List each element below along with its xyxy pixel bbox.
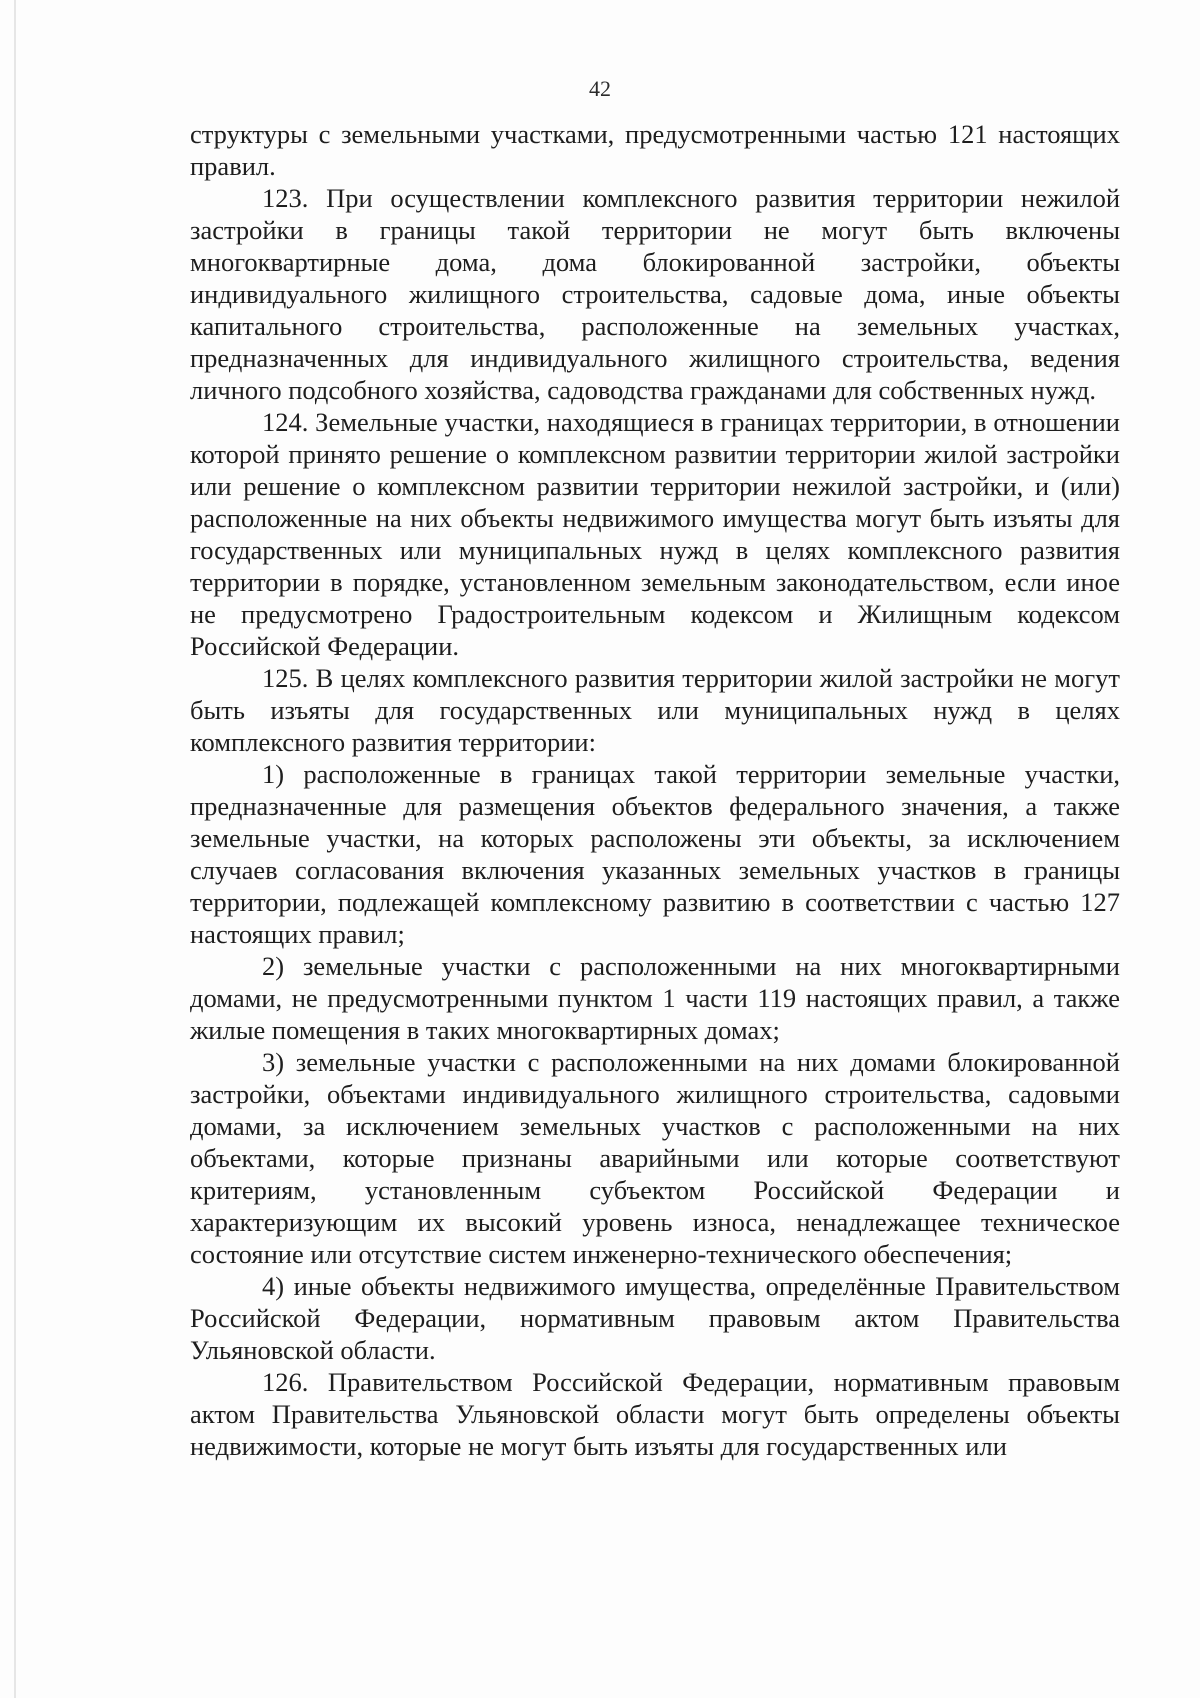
paragraph-125-item-4: 4) иные объекты недвижимого имущества, определённые Правительством Российской Федерации, нормативным правовым актом Правительства Ульяновской области. [190, 1271, 1120, 1365]
paragraph-125-item-2: 2) земельные участки с расположенными на них многоквартирными домами, не предусмотренными пунктом 1 части 119 настоящих правил, а также жилые помещения в таких многоквартирных домах; [190, 951, 1120, 1045]
paragraph-123: 123. При осуществлении комплексного развития территории нежилой застройки в границы такой территории не могут быть включены многоквартирные дома, дома блокированной застройки, объекты индивидуального жилищного строительства, садовые дома, иные объекты капитального строительства, расположенные на земельных участках, предназначенных для индивидуального жилищного строительства, ведения личного подсобного хозяйства, садоводства гражданами для собственных нужд. [190, 183, 1120, 405]
paragraph-continuation-121: структуры с земельными участками, предусмотренными частью 121 настоящих правил. [190, 119, 1120, 181]
document-body [190, 118, 1120, 1462]
paragraph-126: 126. Правительством Российской Федерации, нормативным правовым актом Правительства Ульяновской области могут быть определены объекты недвижимости, которые не могут быть изъяты для государственных или [190, 1367, 1120, 1461]
paragraph-124: 124. Земельные участки, находящиеся в границах территории, в отношении которой принято решение о комплексном развитии территории жилой застройки или решение о комплексном развитии территории нежилой застройки, и (или) расположенные на них объекты недвижимого имущества могут быть изъяты для государственных или муниципальных нужд в целях комплексного развития территории в порядке, установленном земельным законодательством, если иное не предусмотрено Градостроительным кодексом и Жилищным кодексом Российской Федерации. [190, 407, 1120, 661]
paragraph-125: 125. В целях комплексного развития территории жилой застройки не могут быть изъяты для государственных или муниципальных нужд в целях комплексного развития территории: [190, 663, 1120, 757]
page-number: 42 [589, 76, 611, 101]
scan-edge [14, 0, 16, 1698]
paragraph-125-item-3: 3) земельные участки с расположенными на них домами блокированной застройки, объектами индивидуального жилищного строительства, садовыми домами, за исключением земельных участков с расположенными на них объектами, которые признаны аварийными или которые соответствуют критериям, установленным субъектом Российской Федерации и характеризующим их высокий уровень износа, ненадлежащее техническое состояние или отсутствие систем инженерно-технического обеспечения; [190, 1047, 1120, 1269]
paragraph-125-item-1: 1) расположенные в границах такой территории земельные участки, предназначенные для размещения объектов федерального значения, а также земельные участки, на которых расположены эти объекты, за исключением случаев согласования включения указанных земельных участков в границы территории, подлежащей комплексному развитию в соответствии с частью 127 настоящих правил; [190, 759, 1120, 949]
